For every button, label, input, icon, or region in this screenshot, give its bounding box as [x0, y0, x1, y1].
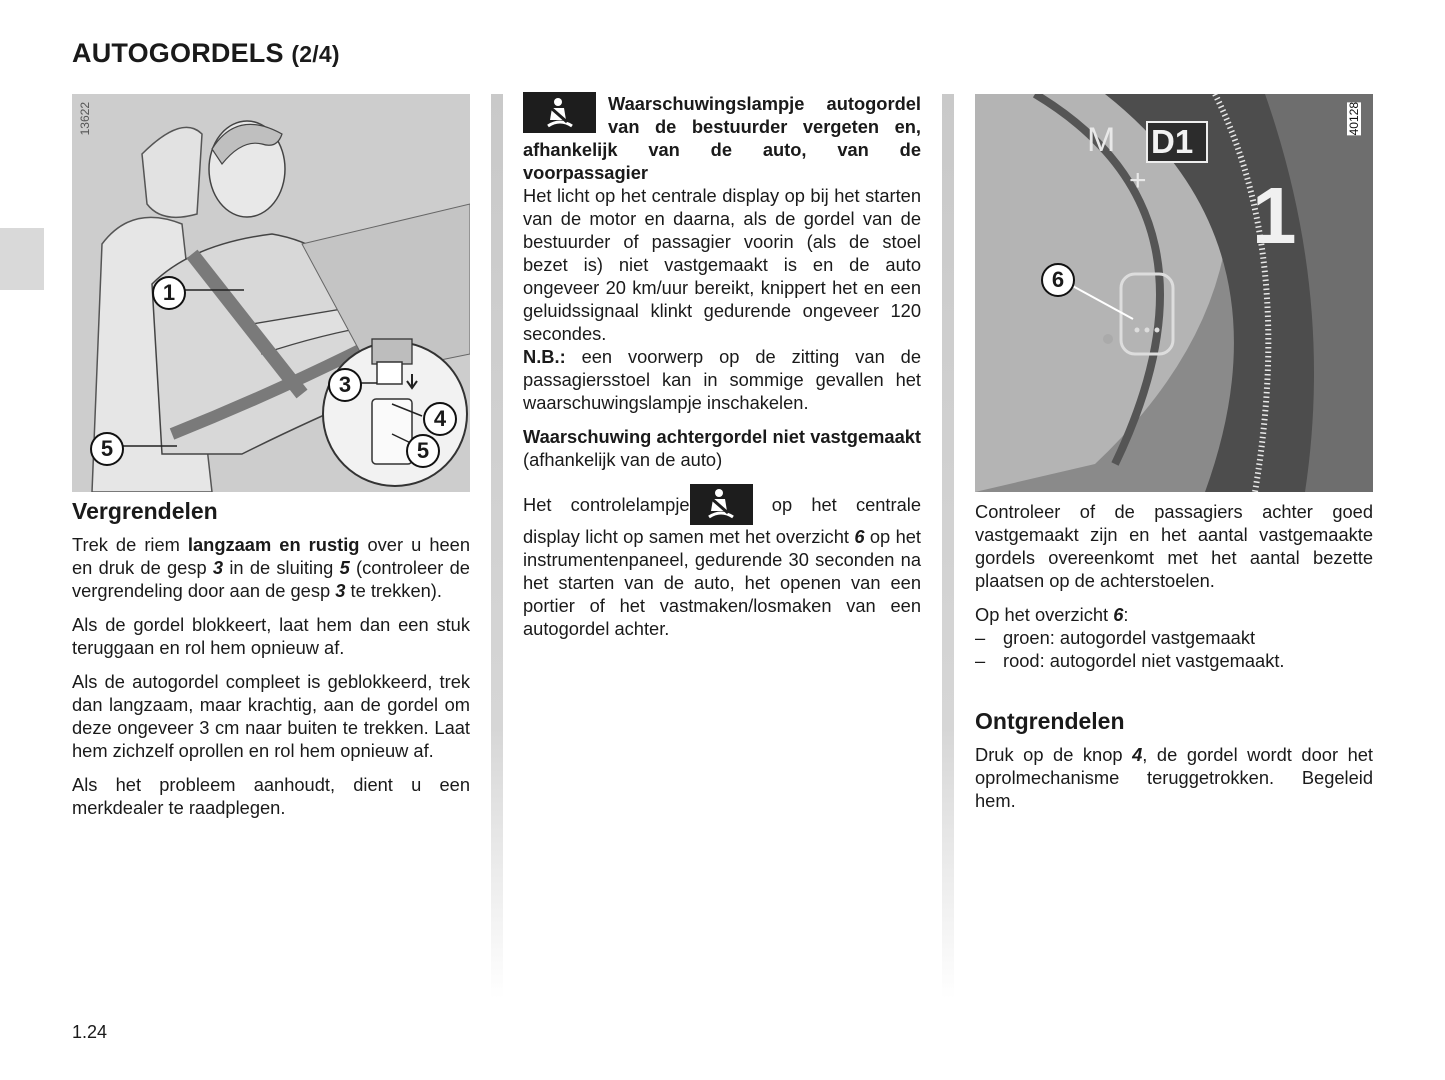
status-list [975, 626, 1373, 672]
text-bold: Waarschuwingslampje autogordel van de bestuurder vergeten en, afhankelijk van de auto, van de voorpassagier [523, 93, 921, 183]
paragraph-belt-fully-blocked: Als de autogordel compleet is geblokkeerd, trek dan langzaam, maar krachtig, aan de gordel om deze ongeveer 3 cm naar buiten te trekken. Laat hem zichzelf oprollen en rol hem opnieuw af. [72, 671, 470, 761]
text: een voorwerp op de zitting van de passagiersstoel kan in sommige gevallen het waarschuwingslampje inschakelen. [523, 346, 921, 413]
section-heading-vergrendelen: Vergrendelen [72, 498, 218, 524]
text: (controleer de vergrendeling door aan de gesp [72, 557, 470, 601]
text: (afhankelijk van de auto) [523, 449, 723, 470]
column-divider-left [491, 94, 503, 999]
text: te trekken). [345, 580, 442, 601]
column-divider-right [942, 94, 954, 999]
callout-4: 4 [423, 402, 457, 436]
section-heading-ontgrendelen: Ontgrendelen [975, 708, 1125, 734]
text: : [1123, 604, 1129, 625]
text: Op het overzicht [975, 604, 1114, 625]
chapter-tab [0, 228, 44, 290]
paragraph-contact-dealer: Als het probleem aanhoudt, dient u een merkdealer te raadplegen. [72, 774, 470, 818]
display-mode-m: M [1087, 121, 1116, 159]
display-gear-number: 1 [1252, 171, 1297, 260]
ref-number: 6 [854, 525, 865, 547]
text: op het instrumentenpaneel, gedurende 30 seconden na het starten van de auto, het openen van een portier of het vastmaken/losmaken van een autogordel achter. [523, 525, 922, 639]
paragraph-lock-instructions [72, 533, 470, 602]
display-gear: D1 [1151, 123, 1194, 160]
page-title [72, 38, 340, 69]
callout-6: 6 [1041, 263, 1075, 297]
paragraph-belt-blocks: Als de gordel blokkeert, laat hem dan een stuk teruggaan en rol hem opnieuw af. [72, 614, 470, 658]
page-number: 1.24 [72, 1022, 108, 1042]
seatbelt-warning-icon-inline [690, 484, 753, 525]
text: Trek de riem [72, 534, 188, 555]
paragraph-nb [523, 345, 921, 414]
text: Het controlelampje [523, 494, 690, 515]
paragraph-rear-warning [523, 493, 921, 640]
ref-number: 3 [212, 557, 224, 578]
page-title-suffix: (2/4) [291, 41, 340, 67]
text-bold: langzaam en rustig [187, 534, 360, 555]
callout-1: 1 [152, 276, 186, 310]
left-column [72, 500, 470, 830]
warning-driver-text: Het licht op het centrale display op bij het starten van de motor en daarna, als de gordel van de bestuurder of passagier voorin (als de stoel bezet is) niet vastgemaakt is en de auto ongeveer 20 km/uur bereikt, knippert het en een geluidssignaal klinkt gedurende ongeveer 120 secondes. [523, 185, 921, 344]
ref-number: 5 [339, 557, 350, 578]
list-item: – groen: autogordel vastgemaakt [975, 626, 1373, 649]
text-bold: Waarschuwing achtergordel niet vastgemaakt [523, 426, 921, 447]
warning-rear-heading [523, 425, 921, 471]
paragraph-unlock [975, 743, 1373, 812]
seatbelt-warning-icon [523, 92, 596, 133]
callout-5-buckle: 5 [90, 432, 124, 466]
list-item: – rood: autogordel niet vastgemaakt. [975, 649, 1373, 672]
text: over u heen en druk de gesp [72, 534, 470, 578]
paragraph-overview [975, 603, 1373, 626]
ref-number: 4 [1132, 744, 1143, 765]
text: op het centrale display licht op samen met het overzicht [523, 494, 921, 547]
middle-column [523, 92, 921, 651]
page-title-main: AUTOGORDELS [72, 38, 284, 68]
right-column [975, 500, 1373, 823]
text: in de sluiting [223, 557, 340, 578]
callout-5-detail: 5 [406, 434, 440, 468]
seatbelt-illustration [72, 94, 470, 492]
dashboard-illustration [975, 94, 1373, 492]
callout-3: 3 [328, 368, 362, 402]
text: Druk op de knop [975, 744, 1133, 765]
paragraph-check-rear-passengers: Controleer of de passagiers achter goed vastgemaakt zijn en het aantal vastgemaakte gordels overeenkomt met het aantal bezette plaatsen op de achterstoelen. [975, 501, 1373, 591]
display-plus: + [1129, 164, 1147, 197]
ref-number: 6 [1113, 604, 1124, 625]
figure-ref-number: 40128 [1347, 102, 1361, 136]
figure-ref-number: 13622 [78, 102, 92, 136]
nb-label: N.B.: [523, 346, 566, 367]
driver-seatbelt-drawing [72, 94, 470, 492]
text: , de gordel wordt door het oprolmechanisme teruggetrokken. Begeleid hem. [975, 744, 1373, 811]
ref-number: 3 [335, 580, 346, 601]
